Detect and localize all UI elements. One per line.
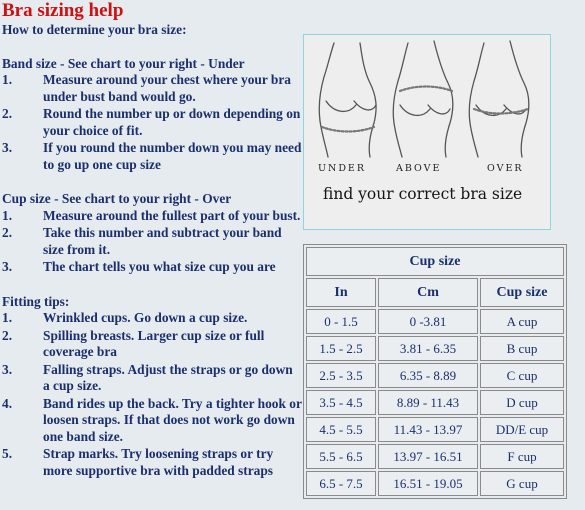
list-text: If you round the number down you may need to go up one cup size <box>43 140 302 172</box>
cup-size-list <box>2 208 302 276</box>
list-item <box>2 208 302 225</box>
intro-text: How to determine your bra size: <box>2 22 187 37</box>
table-cell: G cup <box>480 471 564 496</box>
table-cell: 6.5 - 7.5 <box>306 471 376 496</box>
list-number: 5. <box>2 446 13 461</box>
table-cell: 6.35 - 8.89 <box>378 363 478 388</box>
list-text: Falling straps. Adjust the straps or go down a cup size. <box>43 361 293 393</box>
list-item <box>2 259 302 276</box>
list-number: 3. <box>2 140 13 155</box>
list-item <box>2 446 302 479</box>
table-row <box>306 444 564 469</box>
cup-size-heading: Cup size - See chart to your right - Over <box>2 191 232 206</box>
table-cell: 8.89 - 11.43 <box>378 390 478 415</box>
table-cell: 2.5 - 3.5 <box>306 363 376 388</box>
list-item <box>2 140 302 173</box>
table-row <box>306 336 564 361</box>
list-number: 2. <box>2 106 13 121</box>
list-number: 1. <box>2 207 13 223</box>
table-cell: B cup <box>480 336 564 361</box>
page-title: Bra sizing help <box>2 0 124 21</box>
list-item <box>2 396 302 446</box>
fitting-tips-list <box>2 310 302 479</box>
fitting-tips-heading: Fitting tips: <box>2 293 70 309</box>
band-size-heading: Band size - See chart to your right - Under <box>2 55 245 71</box>
list-item <box>2 72 302 105</box>
list-item <box>2 328 302 361</box>
over-label: OVER <box>487 163 524 174</box>
table-cell: DD/E cup <box>480 417 564 442</box>
table-header-row <box>306 278 564 307</box>
table-cell: F cup <box>480 444 564 469</box>
column-header-cup-size: Cup size <box>480 278 564 307</box>
list-number: 2. <box>2 327 13 343</box>
list-text: Measure around your chest where your bra under bust band would go. <box>43 72 291 104</box>
list-number: 1. <box>2 72 13 87</box>
table-cell: D cup <box>480 390 564 415</box>
list-number: 3. <box>2 361 13 377</box>
table-cell: 1.5 - 2.5 <box>306 336 376 361</box>
table-cell: 4.5 - 5.5 <box>306 417 376 442</box>
list-item <box>2 106 302 139</box>
table-row <box>306 363 564 388</box>
above-label: ABOVE <box>396 163 442 174</box>
table-cell: 0 - 1.5 <box>306 309 376 334</box>
table-cell: 11.43 - 13.97 <box>378 417 478 442</box>
list-text: Measure around the fullest part of your bust. <box>43 207 301 223</box>
list-item <box>2 225 302 258</box>
table-title-row <box>306 247 564 276</box>
list-number: 1. <box>2 310 13 325</box>
table-title: Cup size <box>306 247 564 276</box>
cup-size-table <box>303 244 567 499</box>
table-row <box>306 309 564 334</box>
table-cell: 13.97 - 16.51 <box>378 444 478 469</box>
table-row <box>306 390 564 415</box>
under-label: UNDER <box>318 163 367 174</box>
list-text: Spilling breasts. Larger cup size or full coverage bra <box>43 327 265 359</box>
column-header-cm: Cm <box>378 278 478 307</box>
table-cell: 16.51 - 19.05 <box>378 471 478 496</box>
list-text: Round the number up or down depending on your choice of fit. <box>43 106 301 138</box>
illustration-caption: find your correct bra size <box>323 185 523 203</box>
list-text: Strap marks. Try loosening straps or try more supportive bra with padded straps <box>43 446 274 478</box>
list-number: 2. <box>2 225 13 240</box>
band-size-list <box>2 72 302 173</box>
table-cell: 3.81 - 6.35 <box>378 336 478 361</box>
list-number: 3. <box>2 259 13 274</box>
table-cell: A cup <box>480 309 564 334</box>
list-item <box>2 310 302 327</box>
table-row <box>306 417 564 442</box>
column-header-in: In <box>306 278 376 307</box>
table-row <box>306 471 564 496</box>
list-item <box>2 362 302 395</box>
list-text: Band rides up the back. Try a tighter hook or loosen straps. If that does not work go down one band size. <box>43 395 302 444</box>
table-cell: C cup <box>480 363 564 388</box>
instructions-column <box>2 22 302 480</box>
list-text: The chart tells you what size cup you are <box>43 259 276 274</box>
table-cell: 0 -3.81 <box>378 309 478 334</box>
table-cell: 3.5 - 4.5 <box>306 390 376 415</box>
list-text: Take this number and subtract your band size from it. <box>43 225 282 257</box>
list-number: 4. <box>2 395 13 411</box>
table-cell: 5.5 - 6.5 <box>306 444 376 469</box>
list-text: Wrinkled cups. Go down a cup size. <box>43 310 248 325</box>
bra-size-illustration <box>303 34 551 230</box>
